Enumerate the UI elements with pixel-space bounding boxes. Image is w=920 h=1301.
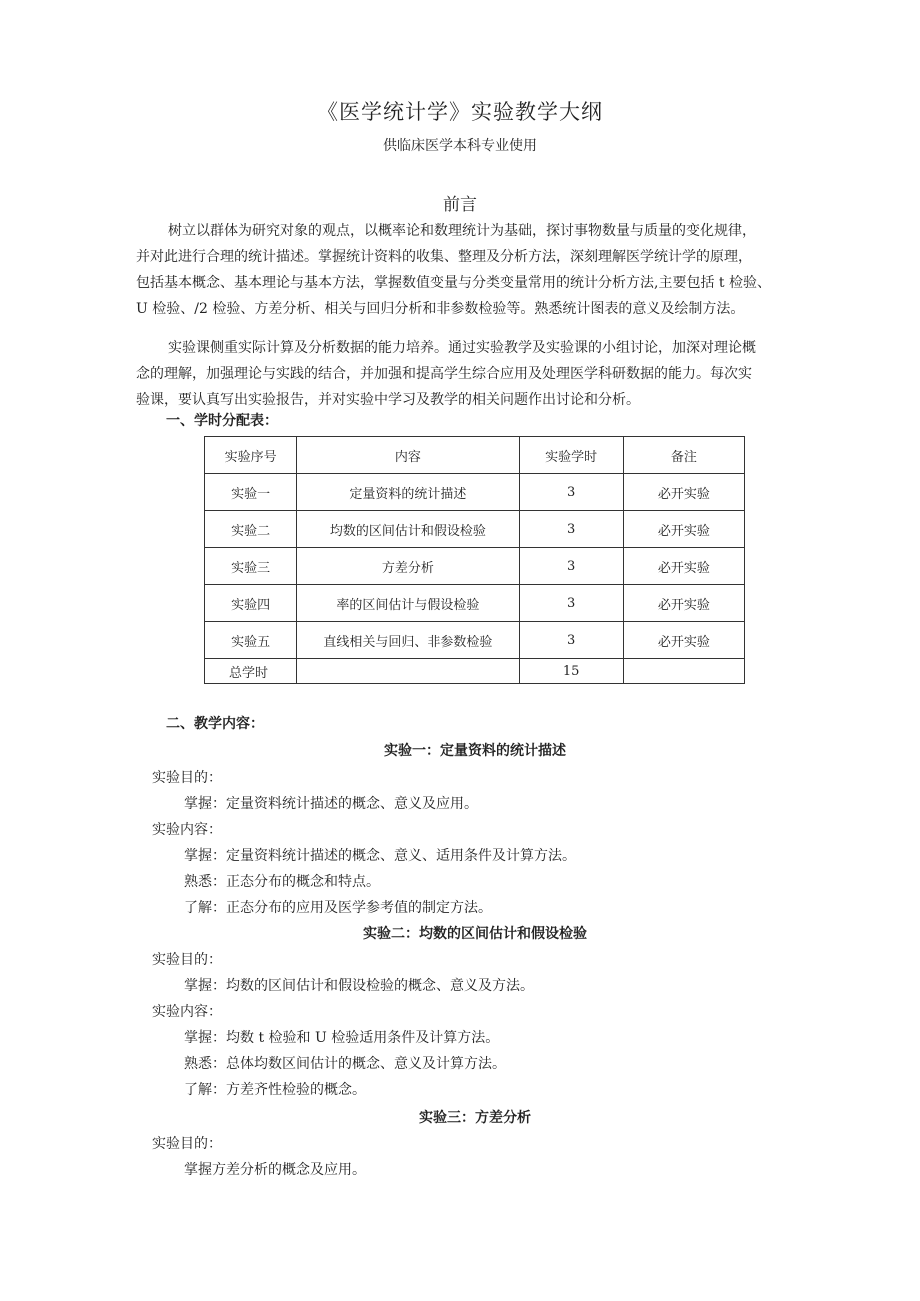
table-cell: 3 — [519, 585, 623, 622]
table-cell: 实验一 — [205, 474, 297, 511]
table-cell: 均数的区间估计和假设检验 — [297, 511, 519, 548]
table-header-cell: 备注 — [623, 437, 744, 474]
paragraph-line: 实验课侧重实际计算及分析数据的能力培养。通过实验教学及实验课的小组讨论，加深对理论概 — [168, 340, 756, 356]
purpose-label: 实验目的： — [152, 952, 222, 968]
purpose-item: 掌握方差分析的概念及应用。 — [184, 1162, 366, 1178]
paragraph-line: 验课，要认真写出实验报告，并对实验中学习及教学的相关问题作出讨论和分析。 — [136, 392, 640, 408]
purpose-label: 实验目的： — [152, 770, 222, 786]
paragraph-line: 并对此进行合理的统计描述。掌握统计资料的收集、整理及分析方法，深刻理解医学统计学的原理， — [136, 249, 752, 265]
content-label: 实验内容： — [152, 1004, 222, 1020]
table-cell: 必开实验 — [623, 622, 744, 659]
paragraph-line: 包括基本概念、基本理论与基本方法，掌握数值变量与分类变量常用的统计分析方法,主要包括 t 检验、 — [136, 275, 771, 291]
table-cell: 实验四 — [205, 585, 297, 622]
paragraph-line: 树立以群体为研究对象的观点，以概率论和数理统计为基础，探讨事物数量与质量的变化规律， — [168, 223, 756, 239]
table-total-row — [205, 659, 745, 684]
table-cell — [297, 659, 519, 684]
purpose-label: 实验目的： — [152, 1136, 222, 1152]
content-label: 实验内容： — [152, 822, 222, 838]
table-cell: 直线相关与回归、非参数检验 — [297, 622, 519, 659]
table-row — [205, 548, 745, 585]
table-cell: 15 — [519, 659, 623, 684]
table-header-row — [205, 437, 745, 474]
section-heading-content: 二、教学内容： — [166, 716, 264, 732]
table-row — [205, 622, 745, 659]
content-item: 掌握：定量资料统计描述的概念、意义、适用条件及计算方法。 — [184, 848, 576, 864]
preface-paragraph-2 — [136, 335, 826, 413]
hours-table — [204, 436, 745, 684]
table-cell: 率的区间估计与假设检验 — [297, 585, 519, 622]
document-subtitle: 供临床医学本科专业使用 — [383, 138, 537, 154]
section-heading-hours: 一、学时分配表： — [166, 413, 278, 429]
content-item: 了解：方差齐性检验的概念。 — [184, 1082, 366, 1098]
table-row — [205, 474, 745, 511]
table-cell: 实验三 — [205, 548, 297, 585]
content-item: 了解：正态分布的应用及医学参考值的制定方法。 — [184, 900, 492, 916]
document-title: 《医学统计学》实验教学大纲 — [317, 100, 603, 124]
table-cell: 总学时 — [205, 659, 297, 684]
content-item: 熟悉：总体均数区间估计的概念、意义及计算方法。 — [184, 1056, 506, 1072]
experiment-1-title: 实验一：定量资料的统计描述 — [384, 743, 566, 759]
content-item: 掌握：均数 t 检验和 U 检验适用条件及计算方法。 — [184, 1030, 500, 1046]
table-cell: 必开实验 — [623, 474, 744, 511]
table-cell: 3 — [519, 474, 623, 511]
paragraph-line: U 检验、/2 检验、方差分析、相关与回归分析和非参数检验等。熟悉统计图表的意义及绘制方法。 — [136, 301, 745, 317]
table-cell: 实验五 — [205, 622, 297, 659]
preface-paragraph-1 — [136, 218, 826, 322]
preface-heading: 前言 — [443, 195, 477, 215]
table-row — [205, 511, 745, 548]
table-header-cell: 实验序号 — [205, 437, 297, 474]
purpose-item: 掌握：定量资料统计描述的概念、意义及应用。 — [184, 796, 478, 812]
experiment-2-title: 实验二：均数的区间估计和假设检验 — [363, 926, 587, 942]
paragraph-line: 念的理解，加强理论与实践的结合，并加强和提高学生综合应用及处理医学科研数据的能力。每次实 — [136, 366, 752, 382]
experiment-3-title: 实验三：方差分析 — [419, 1110, 531, 1126]
table-header-cell: 实验学时 — [519, 437, 623, 474]
table-cell: 实验二 — [205, 511, 297, 548]
table-row — [205, 585, 745, 622]
content-item: 熟悉：正态分布的概念和特点。 — [184, 874, 380, 890]
purpose-item: 掌握：均数的区间估计和假设检验的概念、意义及方法。 — [184, 978, 534, 994]
table-cell: 必开实验 — [623, 511, 744, 548]
table-cell: 必开实验 — [623, 585, 744, 622]
table-cell — [623, 659, 744, 684]
table-cell: 必开实验 — [623, 548, 744, 585]
table-cell: 3 — [519, 548, 623, 585]
table-cell: 方差分析 — [297, 548, 519, 585]
table-cell: 3 — [519, 622, 623, 659]
table-cell: 3 — [519, 511, 623, 548]
table-cell: 定量资料的统计描述 — [297, 474, 519, 511]
table-header-cell: 内容 — [297, 437, 519, 474]
